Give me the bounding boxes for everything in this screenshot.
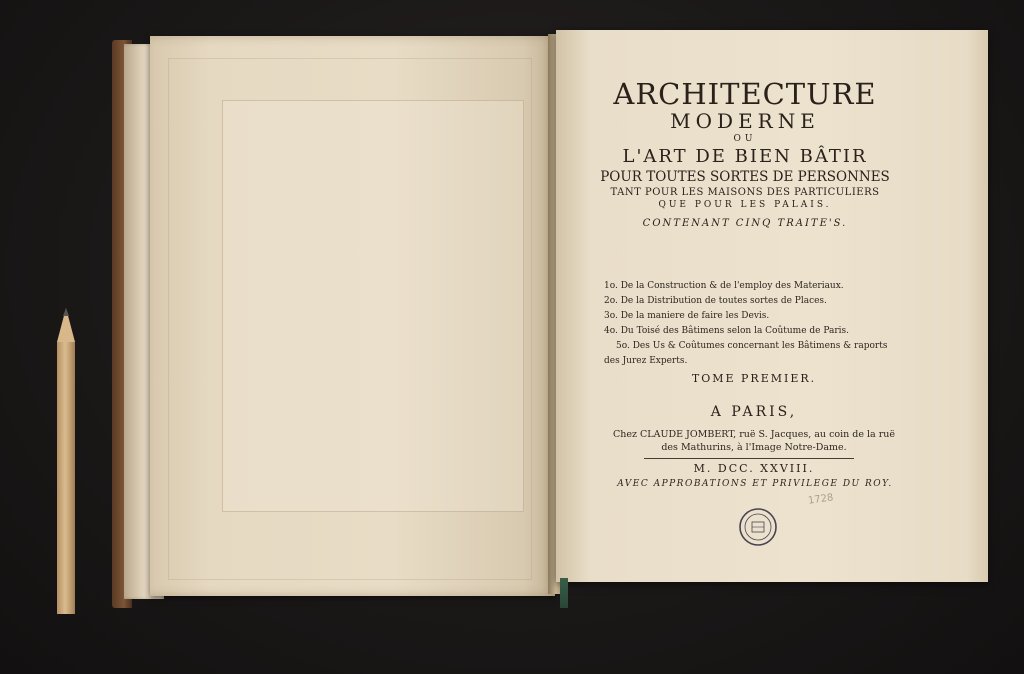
title-block — [590, 78, 900, 238]
contents-item: 4o. Du Toisé des Bâtimens selon la Coûtume de Paris. — [604, 326, 850, 336]
title-contenant: CONTENANT CINQ TRAITE'S. — [642, 218, 848, 229]
divider-rule — [644, 458, 854, 459]
contents-item: 2o. De la Distribution de toutes sortes de Places. — [604, 296, 827, 306]
title-maisons: TANT POUR LES MAISONS DES PARTICULIERS — [610, 187, 880, 198]
contents-item: 1o. De la Construction & de l'employ des Materiaux. — [604, 281, 844, 291]
privilege-line: AVEC APPROBATIONS ET PRIVILEGE DU ROY. — [617, 479, 893, 489]
pencil-lead — [63, 308, 69, 316]
bookmark-ribbon — [560, 578, 568, 608]
printer-line: Chez CLAUDE JOMBERT, ruë S. Jacques, au coin de la ruë — [612, 429, 896, 440]
title-art-de-bien-batir: L'ART DE BIEN BÂTIR — [622, 146, 868, 167]
title-toutes-sortes: POUR TOUTES SORTES DE PERSONNES — [600, 169, 890, 185]
contents-item: 3o. De la maniere de faire les Devis. — [604, 311, 770, 321]
title-palais: QUE POUR LES PALAIS. — [658, 200, 832, 210]
imprint-printer — [596, 428, 912, 454]
volume-label: TOME PREMIER. — [691, 372, 817, 385]
imprint-date: M. DCC. XXVIII. — [693, 462, 815, 475]
library-stamp-icon — [738, 507, 778, 547]
printer-line: des Mathurins, à l'Image Notre-Dame. — [661, 442, 847, 453]
contents-item: 5o. Des Us & Coûtumes concernant les Bâtimens & raports des Jurez Experts. — [604, 341, 888, 366]
contents-list — [604, 279, 904, 369]
pencil-annotation: 1728 — [807, 492, 835, 507]
pencil — [57, 308, 75, 614]
title-moderne: MODERNE — [670, 109, 820, 133]
left-page-plate-mark — [222, 100, 524, 512]
pencil-body — [57, 342, 75, 614]
imprint-place: A PARIS, — [710, 404, 798, 420]
title-ou: OU — [733, 134, 757, 144]
title-architecture: ARCHITECTURE — [613, 77, 877, 111]
